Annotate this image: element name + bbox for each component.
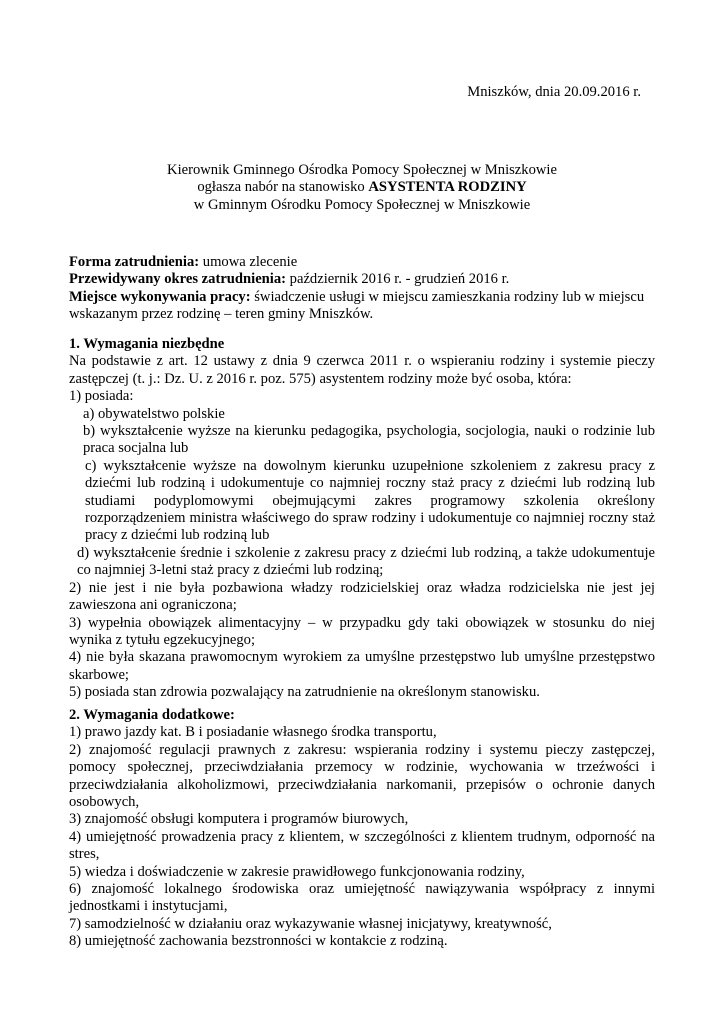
additional-item-8: 8) umiejętność zachowania bezstronności w kontakcie z rodziną. — [69, 933, 448, 950]
required-subitem-a: a) obywatelstwo polskie — [83, 405, 225, 422]
date-line: Mniszków, dnia 20.09.2016 r. — [467, 84, 641, 100]
heading-line-2-prefix: ogłasza nabór na stanowisko — [197, 179, 365, 196]
additional-item-2: 2) znajomość regulacji prawnych z zakresu: wspierania rodziny i systemu pieczy zastępczej, pomocy społecznej, przeciwdziałania przemocy w rodzinie, wychowania w trzeźwości i przeciwdziałania alkoholizmowi, przeciwdziałania narkomanii, przepisów o ochronie danych osobowych, — [69, 741, 655, 811]
required-item-1: 1) posiada: — [69, 388, 134, 405]
required-item-2: 2) nie jest i nie była pozbawiona władzy rodzicielskiej oraz władza rodzicielska nie jest jej zawieszona ani ograniczona; — [69, 579, 655, 614]
section-required — [69, 336, 655, 702]
heading-line-1: Kierownik Gminnego Ośrodka Pomocy Społecznej w Mniszkowie — [167, 162, 557, 178]
announcement-heading — [69, 162, 655, 214]
section-required-title: 1. Wymagania niezbędne — [69, 336, 225, 352]
additional-item-4: 4) umiejętność prowadzenia pracy z klientem, w szczególności z klientem trudnym, odporność na stres, — [69, 828, 655, 863]
required-subitem-b: b) wykształcenie wyższe na kierunku pedagogika, psychologia, socjologia, nauki o rodzinie lub praca socjalna lub — [83, 423, 655, 457]
heading-line-2 — [69, 179, 655, 196]
employment-period-label: Przewidywany okres zatrudnienia: — [69, 271, 287, 288]
additional-item-1: 1) prawo jazdy kat. B i posiadanie własnego środka transportu, — [69, 724, 437, 741]
section-additional-title: 2. Wymagania dodatkowe: — [69, 707, 235, 723]
work-place-value: świadczenie usługi w miejscu zamieszkania rodziny lub w miejscu wskazanym przez rodzinę – teren gminy Mniszków. — [69, 288, 645, 323]
required-item-5: 5) posiada stan zdrowia pozwalający na zatrudnienie na określonym stanowisku. — [69, 684, 540, 701]
section-additional — [69, 707, 655, 951]
additional-item-3: 3) znajomość obsługi komputera i programów biurowych, — [69, 811, 409, 828]
position-name: ASYSTENTA RODZINY — [368, 179, 527, 196]
additional-item-7: 7) samodzielność w działaniu oraz wykazywanie własnej inicjatywy, kreatywność, — [69, 915, 552, 932]
required-subitem-c: c) wykształcenie wyższe na dowolnym kierunku uzupełnione szkoleniem z zakresu pracy z dziećmi lub rodziną i udokumentuje co najmniej roczny staż pracy z dziećmi lub rodziną lub studiami podyplomowymi obejmującymi zakres programowy szkolenia określony rozporządzeniem ministra właściwego do spraw rodziny i udokumentuje co najmniej roczny staż pracy z dziećmi lub rodziną lub — [85, 457, 655, 544]
work-place — [69, 289, 655, 324]
required-subitem-d: d) wykształcenie średnie i szkolenie z zakresu pracy z dziećmi lub rodziną, a także udokumentuje co najmniej 3-letni staż pracy z dziećmi lub rodziną; — [77, 544, 655, 579]
employment-form-label: Forma zatrudnienia: — [69, 254, 200, 270]
required-item-4: 4) nie była skazana prawomocnym wyrokiem za umyślne przestępstwo lub umyślne przestępstwo skarbowe; — [69, 649, 655, 683]
employment-form-value: umowa zlecenie — [202, 254, 298, 270]
work-place-label: Miejsce wykonywania pracy: — [69, 288, 251, 305]
heading-line-3: w Gminnym Ośrodku Pomocy Społecznej w Mniszkowie — [193, 196, 531, 213]
employment-form — [69, 254, 655, 271]
employment-details — [69, 254, 655, 324]
required-item-3: 3) wypełnia obowiązek alimentacyjny – w przypadku gdy taki obowiązek w stosunku do niej wynika z tytułu egzekucyjnego; — [69, 614, 655, 648]
additional-item-6: 6) znajomość lokalnego środowiska oraz umiejętność nawiązywania współpracy z innymi jednostkami i instytucjami, — [69, 881, 655, 915]
employment-period-value: październik 2016 r. - grudzień 2016 r. — [289, 271, 510, 288]
additional-item-5: 5) wiedza i doświadczenie w zakresie prawidłowego funkcjonowania rodziny, — [69, 863, 525, 880]
employment-period — [69, 271, 655, 288]
section-required-intro: Na podstawie z art. 12 ustawy z dnia 9 czerwca 2011 r. o wspieraniu rodziny i systemie pieczy zastępczej (t. j.: Dz. U. z 2016 r. poz. 575) asystentem rodziny może być osoba, która: — [69, 353, 655, 387]
